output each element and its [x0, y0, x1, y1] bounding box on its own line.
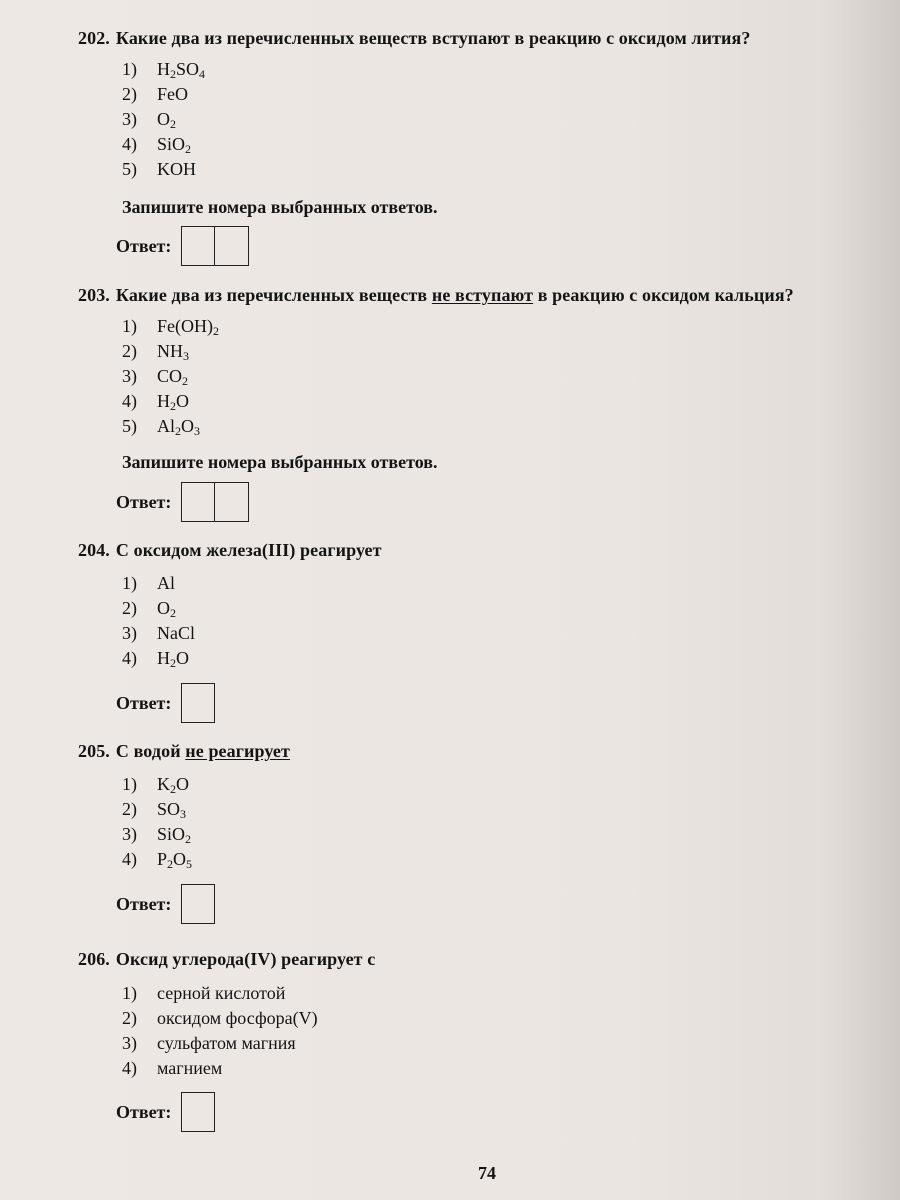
answer-option-2: [122, 1006, 318, 1031]
option-text: $CO_2$: [157, 366, 189, 388]
option-list: [122, 571, 195, 671]
question-title: [78, 949, 375, 970]
answer-box-1[interactable]: [181, 482, 215, 522]
option-text: сульфатом магния: [157, 1033, 296, 1053]
answer-option-4: [122, 646, 195, 671]
option-number: 4): [122, 1058, 137, 1078]
option-number: 5): [122, 159, 137, 179]
answer-box-1[interactable]: [181, 226, 215, 266]
option-text: $K_2O$: [157, 774, 189, 796]
answer-option-3: [122, 822, 192, 847]
answer-label: Ответ:: [116, 893, 172, 914]
answer-option-1: [122, 772, 192, 797]
option-text: $H_2O$: [157, 648, 189, 670]
answer-label: Ответ:: [116, 235, 172, 256]
answer-option-1: [122, 314, 219, 339]
option-text: $NH_3$: [157, 341, 189, 363]
option-number: 1): [122, 983, 137, 1003]
question-text: Какие два из перечисленных веществ вступают в реакцию с оксидом лития?: [115, 28, 751, 48]
answer-option-3: [122, 1031, 318, 1056]
option-text: $O_2$: [157, 109, 176, 131]
option-text: $SO_3$: [157, 799, 187, 821]
page-number: 74: [478, 1163, 496, 1183]
option-number: 3): [122, 623, 137, 643]
option-text: оксидом фосфора(V): [157, 1008, 318, 1028]
question-text-emphasis: не реагирует: [185, 741, 290, 761]
answer-box-2[interactable]: [215, 482, 249, 522]
answer-option-1: [122, 981, 318, 1006]
instruction-text: Запишите номера выбранных ответов.: [122, 452, 438, 472]
question-title: [78, 540, 382, 561]
option-text: магнием: [157, 1058, 223, 1078]
option-number: 2): [122, 799, 137, 819]
option-number: 4): [122, 391, 137, 411]
option-number: 3): [122, 1033, 137, 1053]
option-text: Al: [157, 573, 175, 593]
option-number: 4): [122, 849, 137, 869]
question-number: 203.: [78, 285, 110, 305]
option-text: KOH: [157, 159, 196, 179]
question-number: 202.: [78, 28, 110, 48]
question-title: [78, 285, 794, 306]
option-number: 1): [122, 59, 137, 79]
option-number: 2): [122, 341, 137, 361]
answer-row: [116, 683, 215, 723]
answer-option-4: [122, 389, 219, 414]
option-number: 2): [122, 598, 137, 618]
question-number: 206.: [78, 949, 110, 969]
question-number: 204.: [78, 540, 110, 560]
option-number: 2): [122, 84, 137, 104]
option-text: SiO$_2$: [157, 134, 192, 156]
question-number: 205.: [78, 741, 110, 761]
answer-option-3: [122, 364, 219, 389]
question-text: Оксид углерода(IV) реагирует с: [115, 949, 376, 969]
option-number: 3): [122, 824, 137, 844]
answer-row: [116, 1092, 215, 1132]
option-list: [122, 981, 318, 1081]
answer-option-2: [122, 339, 219, 364]
option-number: 2): [122, 1008, 137, 1028]
option-number: 4): [122, 134, 137, 154]
answer-option-3: [122, 621, 195, 646]
question-text-start: С водой: [115, 741, 181, 761]
option-text: $O_2$: [157, 598, 176, 620]
answer-option-1: [122, 571, 195, 596]
answer-row: [116, 884, 215, 924]
answer-row: [116, 226, 249, 266]
option-text: SiO$_2$: [157, 824, 192, 846]
option-list: [122, 57, 205, 182]
answer-option-4: [122, 847, 192, 872]
answer-option-5: [122, 414, 219, 439]
answer-box-2[interactable]: [215, 226, 249, 266]
answer-label: Ответ:: [116, 491, 172, 512]
question-text-start: Какие два из перечисленных веществ: [115, 285, 428, 305]
option-number: 3): [122, 366, 137, 386]
answer-box-1[interactable]: [181, 1092, 215, 1132]
option-text: $Al_2O_3$: [157, 416, 200, 438]
option-number: 1): [122, 316, 137, 336]
answer-label: Ответ:: [116, 1101, 172, 1122]
answer-option-2: [122, 82, 205, 107]
option-list: [122, 772, 192, 872]
instruction-text: Запишите номера выбранных ответов.: [122, 197, 438, 217]
option-text: $P_2O_5$: [157, 849, 193, 871]
option-text: $H_2SO_4$: [157, 59, 206, 81]
question-title: [78, 28, 750, 49]
question-text: С оксидом железа(III) реагирует: [115, 540, 382, 560]
option-number: 3): [122, 109, 137, 129]
option-text: серной кислотой: [157, 983, 286, 1003]
answer-option-1: [122, 57, 205, 82]
answer-option-5: [122, 157, 205, 182]
option-text: NaCl: [157, 623, 195, 643]
answer-box-1[interactable]: [181, 884, 215, 924]
option-number: 1): [122, 573, 137, 593]
answer-row: [116, 482, 249, 522]
option-text: FeO: [157, 84, 188, 104]
question-text-emphasis: не вступают: [431, 285, 534, 305]
answer-box-1[interactable]: [181, 683, 215, 723]
answer-option-4: [122, 1056, 318, 1081]
option-text: $Fe(OH)_2$: [157, 316, 219, 338]
answer-option-2: [122, 797, 192, 822]
option-number: 5): [122, 416, 137, 436]
question-text-end: в реакцию с оксидом кальция?: [537, 285, 794, 305]
option-number: 1): [122, 774, 137, 794]
question-title: [78, 741, 290, 762]
answer-label: Ответ:: [116, 692, 172, 713]
answer-option-2: [122, 596, 195, 621]
answer-option-4: [122, 132, 205, 157]
option-list: [122, 314, 219, 439]
option-text: $H_2O$: [157, 391, 189, 413]
option-number: 4): [122, 648, 137, 668]
answer-option-3: [122, 107, 205, 132]
